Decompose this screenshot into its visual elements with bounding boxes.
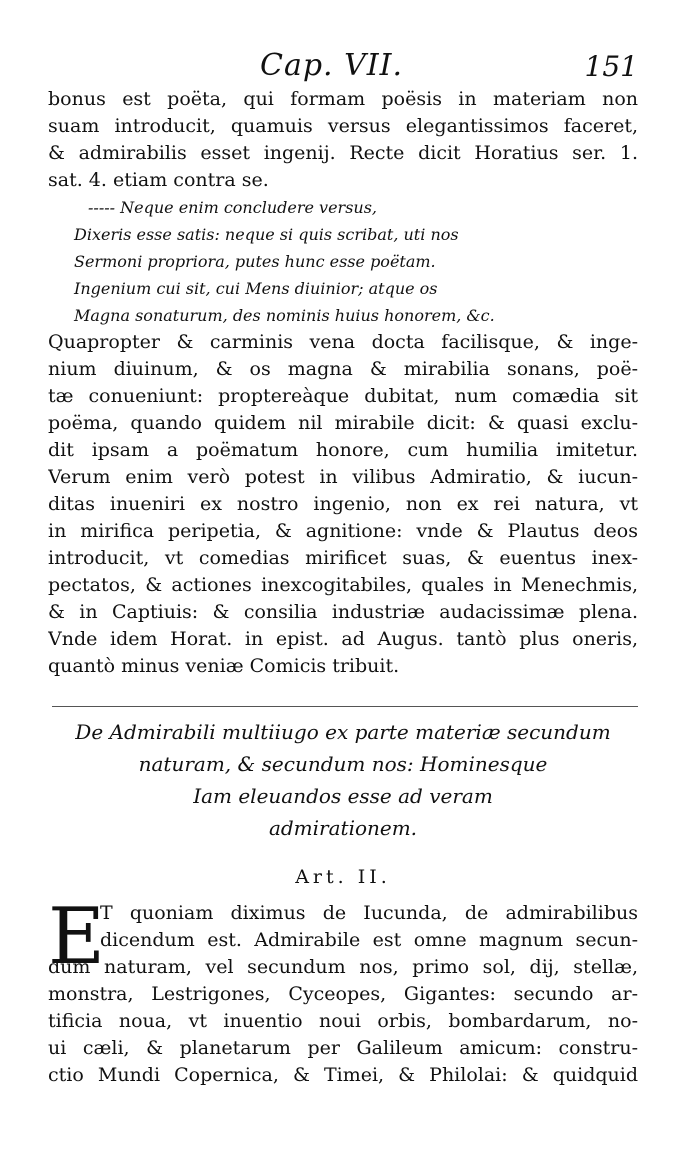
page-number: 151 bbox=[584, 50, 638, 83]
verse-line: ----- Neque enim concludere versus, bbox=[88, 198, 377, 217]
text-line: dicendum est. Admirabile est omne magnum secun- bbox=[100, 929, 638, 951]
page-header bbox=[48, 48, 638, 88]
text-line: Vnde idem Horat. in epist. ad Augus. tantò plus oneris, bbox=[48, 628, 638, 650]
heading-line: De Admirabili multiiugo ex parte materiæ secundum bbox=[75, 720, 611, 744]
heading-line: Iam eleuandos esse ad veram bbox=[193, 784, 493, 808]
main-text bbox=[48, 86, 638, 680]
text-line: tificia noua, vt inuentio noui orbis, bombardarum, no- bbox=[48, 1010, 638, 1032]
section-divider bbox=[52, 706, 638, 707]
verse-line: Magna sonaturum, des nominis huius honorem, &c. bbox=[74, 306, 495, 325]
heading-line: naturam, & secundum nos: Hominesque bbox=[138, 752, 548, 776]
article-paragraph bbox=[48, 892, 638, 1089]
text-line: ui cæli, & planetarum per Galileum amicum: constru- bbox=[48, 1037, 638, 1059]
text-line: quantò minus veniæ Comicis tribuit. bbox=[48, 655, 400, 677]
verse-line: Dixeris esse satis: neque si quis scribat, uti nos bbox=[74, 225, 459, 244]
text-line: monstra, Lestrigones, Cyceopes, Gigantes: secundo ar- bbox=[48, 983, 638, 1005]
text-line: dum naturam, vel secundum nos, primo sol, dij, stellæ, bbox=[48, 956, 638, 978]
drop-cap: E bbox=[48, 892, 105, 982]
text-line: sat. 4. etiam contra se. bbox=[48, 169, 269, 191]
text-line: Quapropter & carminis vena docta facilisque, & inge- bbox=[48, 331, 638, 353]
verse-line: Sermoni propriora, putes hunc esse poëtam. bbox=[74, 252, 436, 271]
text-line: in mirifica peripetia, & agnitione: vnde & Plautus deos bbox=[48, 520, 638, 542]
text-line: bonus est poëta, qui formam poësis in materiam non bbox=[48, 88, 638, 110]
text-line: ctio Mundi Copernica, & Timei, & Philolai: & quidquid bbox=[48, 1064, 638, 1086]
text-line: nium diuinum, & os magna & mirabilia sonans, poë- bbox=[48, 358, 638, 380]
article-label: Art. II. bbox=[295, 866, 391, 888]
text-line: poëma, quando quidem nil mirabile dicit: & quasi exclu- bbox=[48, 412, 638, 434]
heading-line: admirationem. bbox=[268, 816, 418, 840]
text-line: & admirabilis esset ingenij. Recte dicit Horatius ser. 1. bbox=[48, 142, 638, 164]
text-line: tæ conueniunt: proptereàque dubitat, num comædia sit bbox=[48, 385, 638, 407]
text-line: pectatos, & actiones inexcogitabiles, quales in Menechmis, bbox=[48, 574, 638, 596]
text-line: T quoniam diximus de Iucunda, de admirabilibus bbox=[100, 902, 638, 924]
text-line: suam introducit, quamuis versus elegantissimos faceret, bbox=[48, 115, 638, 137]
text-line: Verum enim verò potest in vilibus Admiratio, & iucun- bbox=[48, 466, 638, 488]
text-line: & in Captiuis: & consilia industriæ audacissimæ plena. bbox=[48, 601, 638, 623]
chapter-title: Cap. VII. bbox=[260, 48, 404, 83]
text-line: ditas inueniri ex nostro ingenio, non ex rei natura, vt bbox=[48, 493, 638, 515]
section-heading bbox=[48, 716, 638, 844]
verse-line: Ingenium cui sit, cui Mens diuinior; atque os bbox=[74, 279, 438, 298]
text-line: introducit, vt comedias mirificet suas, & euentus inex- bbox=[48, 547, 638, 569]
text-line: dit ipsam a poëmatum honore, cum humilia imitetur. bbox=[48, 439, 638, 461]
